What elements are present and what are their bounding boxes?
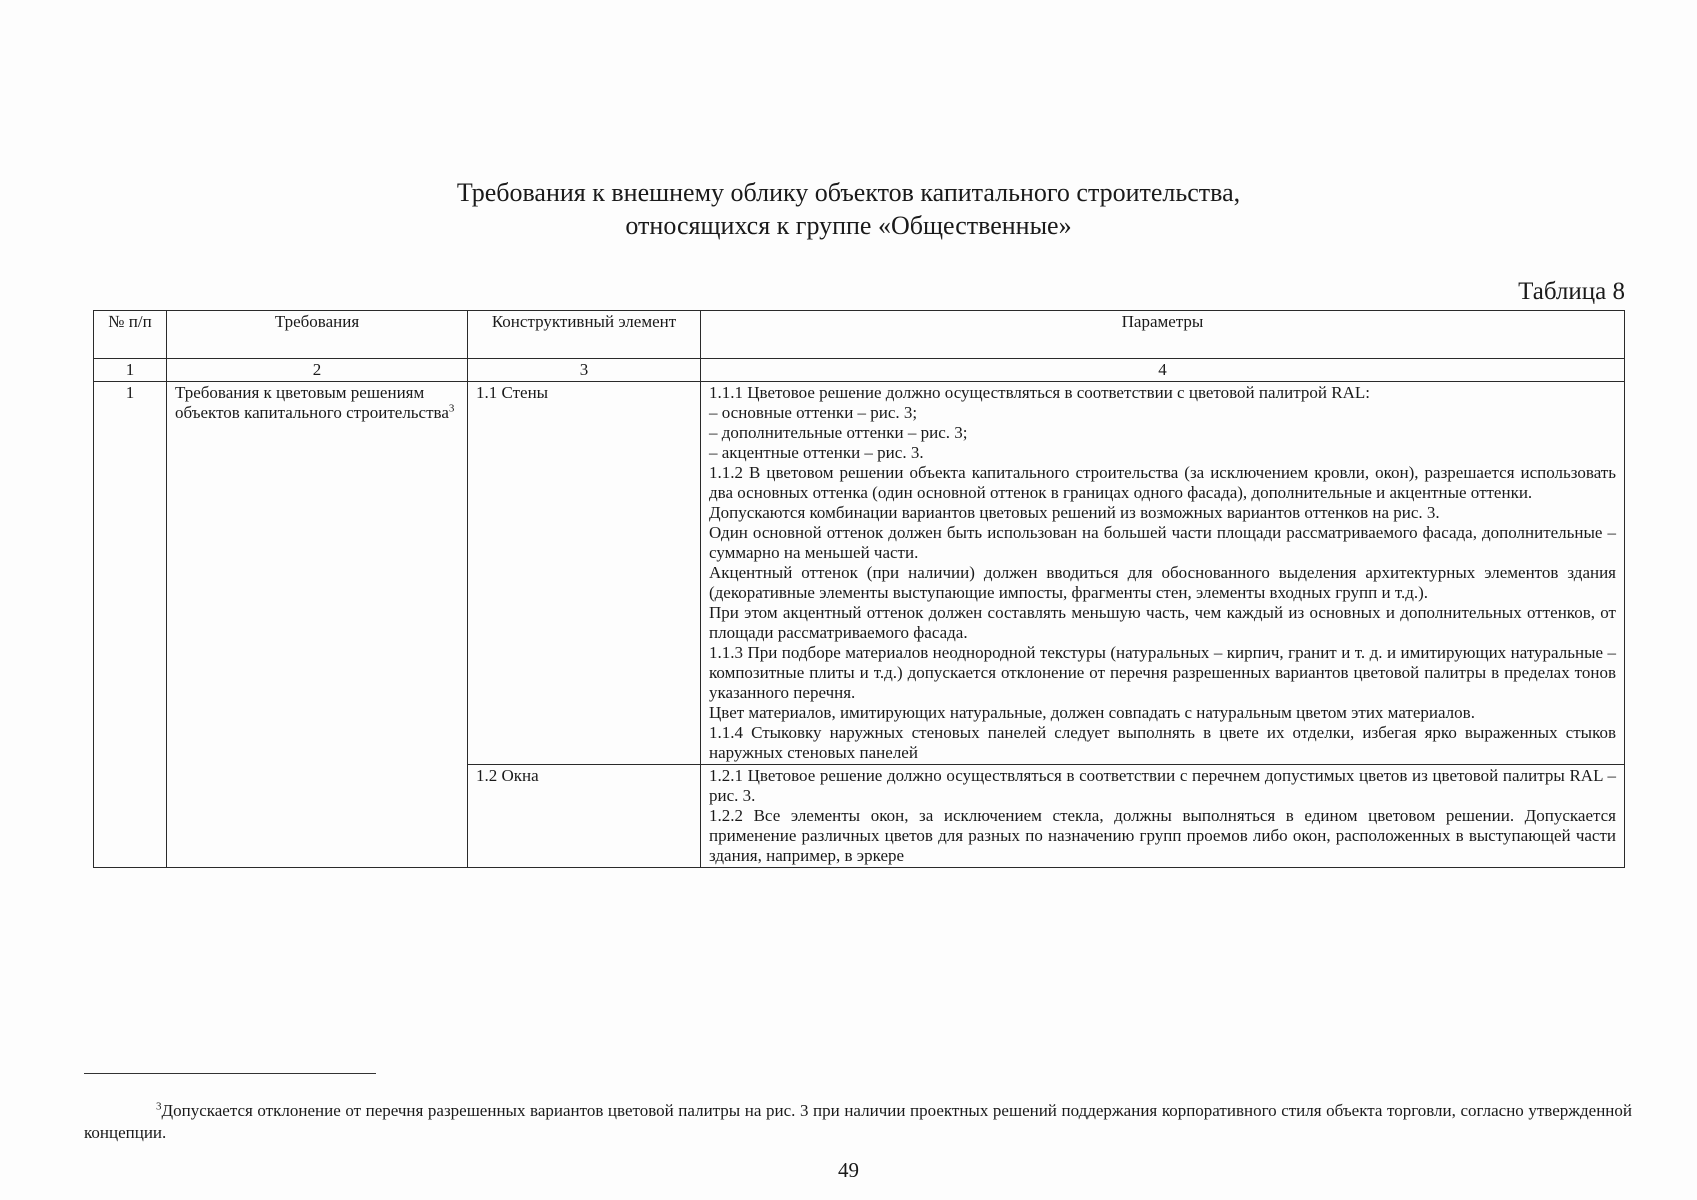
document-title <box>0 176 1697 242</box>
table-label: Таблица 8 <box>1518 278 1625 305</box>
row-number: 1 <box>94 382 167 868</box>
footnote-ref: 3 <box>448 402 455 415</box>
header-row <box>94 311 1625 359</box>
column-number: 3 <box>468 359 701 382</box>
element-walls: 1.1 Стены <box>468 382 701 765</box>
header-cell-parameters: Параметры <box>701 311 1625 359</box>
page-number: 49 <box>838 1158 859 1182</box>
column-number: 4 <box>701 359 1625 382</box>
header-cell-element: Конструктивный элемент <box>468 311 701 359</box>
param-paragraph: Допускаются комбинации вариантов цветовых решений из возможных вариантов оттенков на рис. 3. <box>709 503 1440 522</box>
column-number: 2 <box>167 359 468 382</box>
footnote-divider <box>84 1073 376 1074</box>
param-paragraph: Акцентный оттенок (при наличии) должен вводиться для обоснованного выделения архитектурных элементов здания (декоративные элементы выступающие импосты, фрагменты стен, элементы входных групп и т.д.). <box>709 563 1616 602</box>
table-row <box>94 382 1625 765</box>
column-number: 1 <box>94 359 167 382</box>
title-line-2: относящихся к группе «Общественные» <box>625 211 1072 240</box>
element-windows: 1.2 Окна <box>468 765 701 868</box>
requirement-cell <box>167 382 468 868</box>
header-cell-requirements: Требования <box>167 311 468 359</box>
param-paragraph: Цвет материалов, имитирующих натуральные, должен совпадать с натуральным цветом этих материалов. <box>709 703 1475 722</box>
footnote <box>84 1100 1632 1144</box>
param-paragraph: 1.2.2 Все элементы окон, за исключением стекла, должны выполняться в едином цветовом решении. Допускается применение различных цветов для разных по назначению групп проемов либо окон, расположенных в выступающей части здания, например, в эркере <box>709 806 1616 865</box>
footnote-marker: 3 <box>156 1100 162 1113</box>
param-paragraph: – основные оттенки – рис. 3; <box>709 403 918 422</box>
requirement-text: Требования к цветовым решениям объектов капитального строительства <box>175 383 449 422</box>
param-paragraph: 1.1.1 Цветовое решение должно осуществляться в соответствии с цветовой палитрой RAL: <box>709 383 1370 402</box>
param-paragraph: 1.1.3 При подборе материалов неоднородной текстуры (натуральных – кирпич, гранит и т. д. и имитирующих натуральные – композитные плиты и т.д.) допускается отклонение от перечня разрешенных вариантов цветовой палитры в пределах тонов указанного перечня. <box>709 643 1616 702</box>
param-paragraph: При этом акцентный оттенок должен составлять меньшую часть, чем каждый из основных и дополнительных оттенков, от площади рассматриваемого фасада. <box>709 603 1616 642</box>
column-number-row <box>94 359 1625 382</box>
requirements-table <box>93 310 1625 868</box>
param-paragraph: 1.1.2 В цветовом решении объекта капитального строительства (за исключением кровли, окон), разрешается использовать два основных оттенка (один основной оттенок в границах одного фасада), дополнительные и акцентные оттенки. <box>709 463 1616 502</box>
header-cell-num: № п/п <box>94 311 167 359</box>
params-windows <box>701 765 1625 868</box>
params-walls <box>701 382 1625 765</box>
footnote-text: Допускается отклонение от перечня разрешенных вариантов цветовой палитры на рис. 3 при наличии проектных решений поддержания корпоративного стиля объекта торговли, согласно утвержденной концепции. <box>84 1101 1632 1142</box>
param-paragraph: 1.2.1 Цветовое решение должно осуществляться в соответствии с перечнем допустимых цветов из цветовой палитры RAL – рис. 3. <box>709 766 1616 805</box>
title-line-1: Требования к внешнему облику объектов капитального строительства, <box>456 178 1241 207</box>
param-paragraph: Один основной оттенок должен быть использован на большей части площади рассматриваемого фасада, дополнительные – суммарно на меньшей части. <box>709 523 1616 562</box>
param-paragraph: 1.1.4 Стыковку наружных стеновых панелей следует выполнять в цвете их отделки, избегая ярко выраженных стыков наружных стеновых панелей <box>709 723 1616 762</box>
param-paragraph: – акцентные оттенки – рис. 3. <box>709 443 924 462</box>
param-paragraph: – дополнительные оттенки – рис. 3; <box>709 423 968 442</box>
